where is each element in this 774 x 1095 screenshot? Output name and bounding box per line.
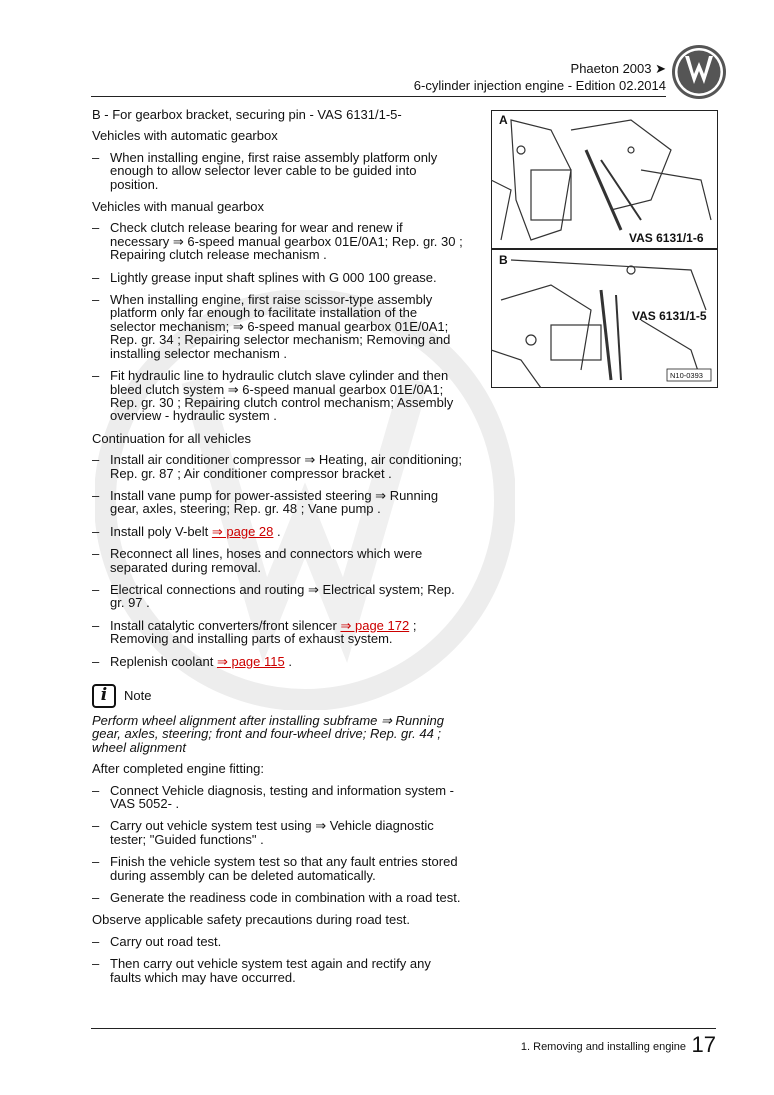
footer-chapter: 1. Removing and installing engine [520, 1041, 686, 1053]
list-item: – Install catalytic converters/front silencer ⇒ page 172 ; Removing and installing parts of exhaust system. [92, 617, 417, 647]
header-edition: 6-cylinder injection engine - Edition 02.2014 [413, 78, 666, 93]
page-link[interactable]: ⇒ page 28 [211, 523, 274, 539]
list-item: – Finish the vehicle system test so that any fault entries stored during assembly can be deleted automatically. [92, 854, 458, 883]
page-number: 17 [691, 1032, 716, 1057]
list-item: – Install poly V-belt ⇒ page 28 . [92, 523, 281, 539]
figure-code: N10-0393 [670, 371, 703, 380]
list-item: – Check clutch release bearing for wear and renew if necessary ⇒ 6-speed manual gearbox 01E/0A1; Rep. gr. 30 ; Repairing clutch release mechanism . [92, 220, 463, 263]
info-icon: i [92, 684, 116, 708]
header-divider [91, 96, 666, 97]
list-item: – Generate the readiness code in combination with a road test. [92, 890, 461, 906]
list-item: – Install vane pump for power-assisted steering ⇒ Running gear, axles, steering; Rep. gr. 48 ; Vane pump . [92, 487, 439, 517]
list-item: – Lightly grease input shaft splines with G 000 100 grease. [92, 269, 437, 285]
list-item: – When installing engine, first raise scissor-type assembly platform only far enough to facilitate installation of the selector mechanism; ⇒ 6-speed manual gearbox 01E/0A1; Rep. gr. 34 ; Repairing selector mechanism; Removing and installing selector mechanism . [92, 292, 451, 361]
list-item: – Connect Vehicle diagnosis, testing and information system - VAS 5052- . [92, 782, 454, 812]
panel-a-label: VAS 6131/1-6 [629, 231, 704, 245]
list-item: – Install air conditioner compressor ⇒ Heating, air conditioning; Rep. gr. 87 ; Air conditioner compressor bracket . [92, 452, 462, 481]
note-text: Perform wheel alignment after installing subframe ⇒ Running gear, axles, steering; front and four-wheel drive; Rep. gr. 44 ; wheel alignment [92, 713, 444, 755]
note-header [92, 684, 464, 708]
list-item: – Fit hydraulic line to hydraulic clutch slave cylinder and then bleed clutch system ⇒ 6-speed manual gearbox 01E/0A1; Rep. gr. 30 ; Repairing clutch control mechanism; Assembly overview - hydraulic system . [92, 368, 454, 424]
intro-line: B - For gearbox bracket, securing pin - VAS 6131/1-5- [92, 107, 402, 122]
panel-a-letter: A [499, 113, 508, 127]
section-heading: Continuation for all vehicles [92, 430, 251, 446]
footer-divider [91, 1028, 716, 1029]
list-item: – Replenish coolant ⇒ page 115 . [92, 653, 292, 669]
header-model: Phaeton 2003 ➤ [570, 61, 666, 76]
main-content [92, 108, 464, 993]
vw-logo-icon [671, 44, 727, 100]
list-item: – Electrical connections and routing ⇒ Electrical system; Rep. gr. 97 . [92, 581, 455, 611]
panel-b-label: VAS 6131/1-5 [632, 309, 707, 323]
list-item: – Carry out road test. [92, 933, 222, 949]
list-item: – Then carry out vehicle system test again and rectify any faults which may have occurred. [92, 956, 431, 985]
list-item: – Reconnect all lines, hoses and connectors which were separated during removal. [92, 546, 423, 575]
note-label: Note [124, 688, 152, 704]
page-link[interactable]: ⇒ page 172 [340, 617, 410, 633]
section-heading: Vehicles with manual gearbox [92, 199, 264, 215]
after-heading: After completed engine fitting: [92, 761, 264, 777]
list-item: – When installing engine, first raise assembly platform only enough to allow selector lever cable to be guided into position. [92, 149, 438, 192]
section-heading: Vehicles with automatic gearbox [92, 128, 278, 144]
list-item: – Carry out vehicle system test using ⇒ Vehicle diagnostic tester; "Guided functions" . [92, 818, 434, 847]
running-header [414, 60, 666, 94]
panel-b-letter: B [499, 253, 508, 267]
engine-illustration [491, 110, 718, 388]
page-link[interactable]: ⇒ page 115 [216, 653, 285, 669]
safety-note: Observe applicable safety precautions during road test. [92, 912, 410, 928]
